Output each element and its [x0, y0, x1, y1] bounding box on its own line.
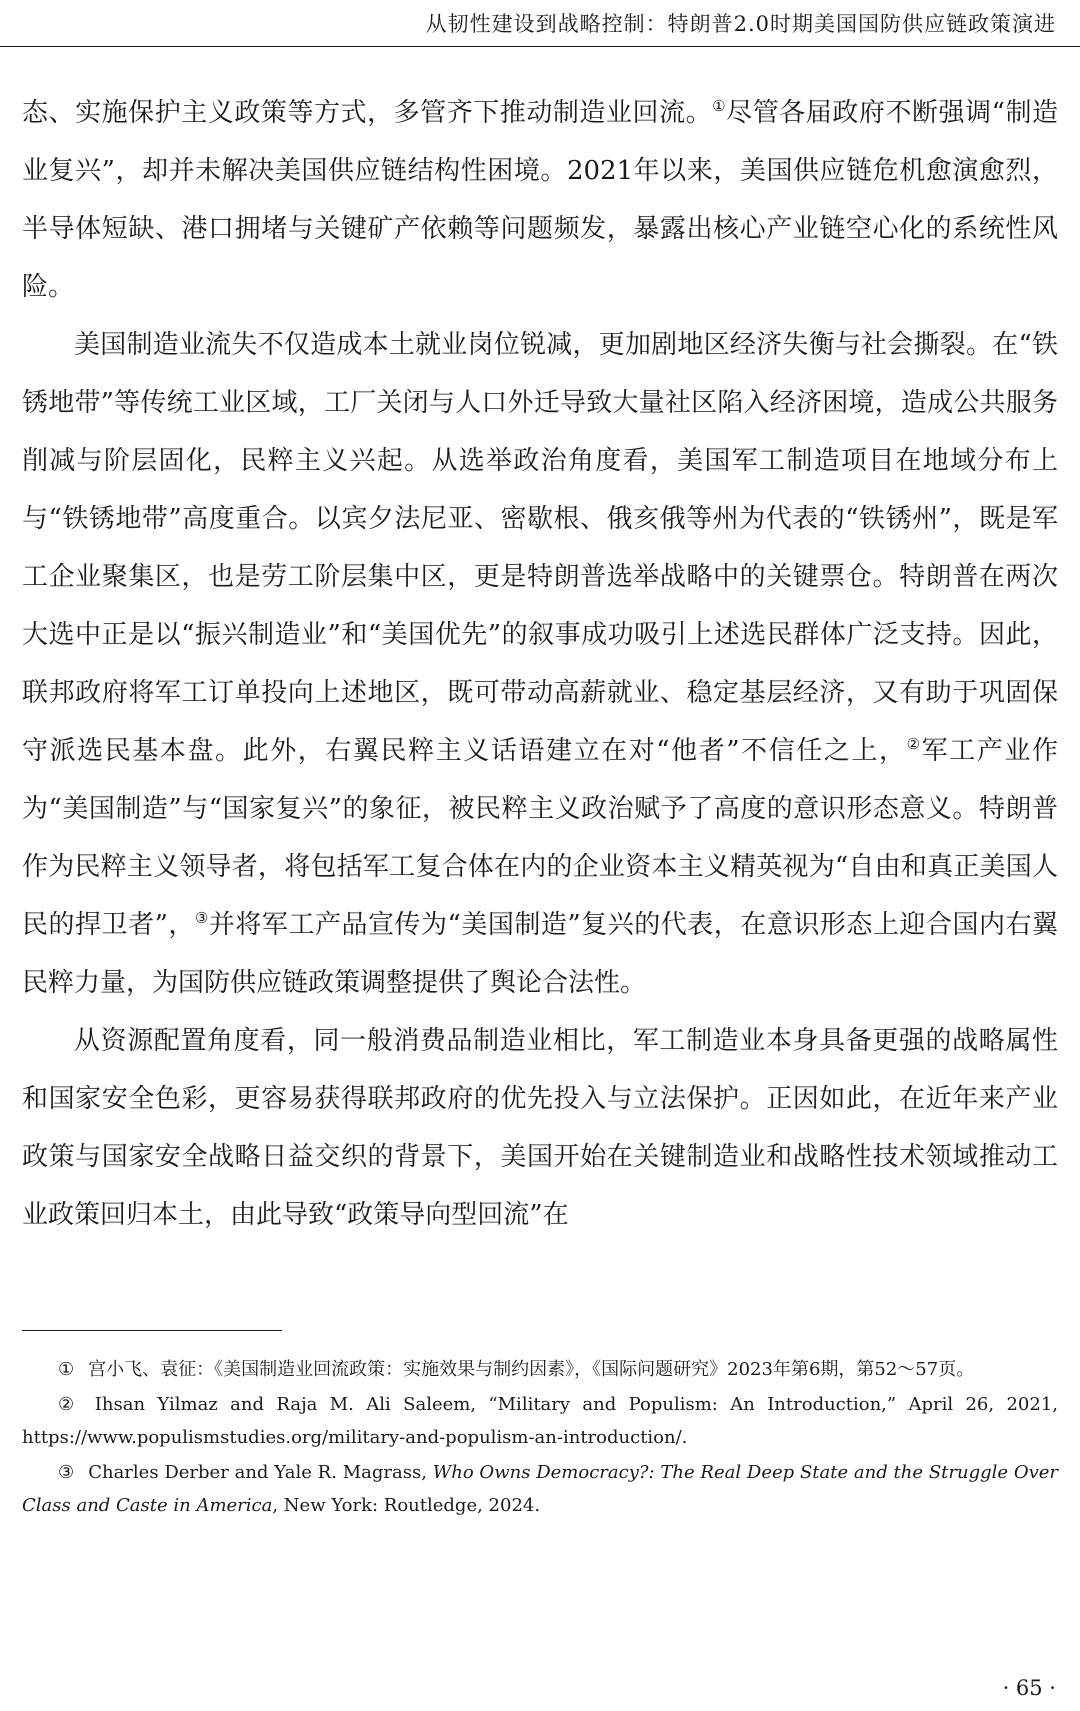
footnote-3 — [22, 1456, 1058, 1522]
paragraph-2-text-b: 军工产业作为“美国制造”与“国家复兴”的象征，被民粹主义政治赋予了高度的意识形态意义。特朗普作为民粹主义领导者，将包括军工复合体在内的企业资本主义精英视为“自由和真正美国人民的捍卫者”， — [22, 736, 1058, 940]
footnote-2-text: Ihsan Yilmaz and Raja M. Ali Saleem, “Military and Populism: An Introduction,” April 26, 2021, https://www.populismstudies.org/military-and-populism-an-introduction/. — [22, 1394, 1059, 1448]
footnote-ref-1[interactable]: ① — [712, 97, 727, 115]
footnote-2 — [22, 1388, 1058, 1454]
footnote-ref-3[interactable]: ③ — [194, 909, 209, 927]
paragraph-2 — [22, 316, 1058, 1012]
footnote-1-text: 宫小飞、袁征：《美国制造业回流政策：实施效果与制约因素》，《国际问题研究》2023年第6期，第52～57页。 — [88, 1359, 975, 1380]
footnote-3-book-title: Who Owns Democracy?: The Real Deep State and the Struggle Over Class and Caste in America — [22, 1462, 1059, 1516]
paragraph-3 — [22, 1012, 1058, 1244]
footnote-1 — [22, 1353, 1058, 1386]
paragraph-1-text-b: 尽管各届政府不断强调“制造业复兴”，却并未解决美国供应链结构性困境。2021年以来，美国供应链危机愈演愈烈，半导体短缺、港口拥堵与关键矿产依赖等问题频发，暴露出核心产业链空心化的系统性风险。 — [22, 98, 1058, 302]
running-header: 从韧性建设到战略控制：特朗普2.0时期美国国防供应链政策演进 — [425, 12, 1056, 36]
footnote-3-number: ③ — [58, 1462, 75, 1483]
footnote-3-publisher: , New York: Routledge, 2024. — [272, 1495, 541, 1516]
paragraph-2-text-c: 并将军工产品宣传为“美国制造”复兴的代表，在意识形态上迎合国内右翼民粹力量，为国防供应链政策调整提供了舆论合法性。 — [22, 910, 1059, 998]
header-rule — [0, 46, 1080, 47]
paragraph-1 — [22, 84, 1058, 316]
paragraph-2-text-a: 美国制造业流失不仅造成本土就业岗位锐减，更加剧地区经济失衡与社会撕裂。在“铁锈地带”等传统工业区域，工厂关闭与人口外迁导致大量社区陷入经济困境，造成公共服务削减与阶层固化，民粹主义兴起。从选举政治角度看，美国军工制造项目在地域分布上与“铁锈地带”高度重合。以宾夕法尼亚、密歇根、俄亥俄等州为代表的“铁锈州”，既是军工企业聚集区，也是劳工阶层集中区，更是特朗普选举战略中的关键票仓。特朗普在两次大选中正是以“振兴制造业”和“美国优先”的叙事成功吸引上述选民群体广泛支持。因此，联邦政府将军工订单投向上述地区，既可带动高薪就业、稳定基层经济，又有助于巩固保守派选民基本盘。此外，右翼民粹主义话语建立在对“他者”不信任之上， — [22, 330, 1058, 766]
page-number: · 65 · — [1002, 1676, 1056, 1700]
footnote-ref-2[interactable]: ② — [906, 735, 922, 753]
footnote-rule — [22, 1330, 282, 1331]
footnote-1-number: ① — [58, 1359, 75, 1380]
body-text — [22, 84, 1058, 1244]
paragraph-1-text-a: 态、实施保护主义政策等方式，多管齐下推动制造业回流。 — [22, 98, 713, 128]
footnotes — [22, 1353, 1058, 1524]
footnote-2-number: ② — [58, 1394, 81, 1415]
footnote-3-authors: Charles Derber and Yale R. Magrass, — [88, 1462, 433, 1483]
paragraph-3-text: 从资源配置角度看，同一般消费品制造业相比，军工制造业本身具备更强的战略属性和国家安全色彩，更容易获得联邦政府的优先投入与立法保护。正因如此，在近年来产业政策与国家安全战略日益交织的背景下，美国开始在关键制造业和战略性技术领域推动工业政策回归本土，由此导致“政策导向型回流”在 — [22, 1026, 1058, 1230]
